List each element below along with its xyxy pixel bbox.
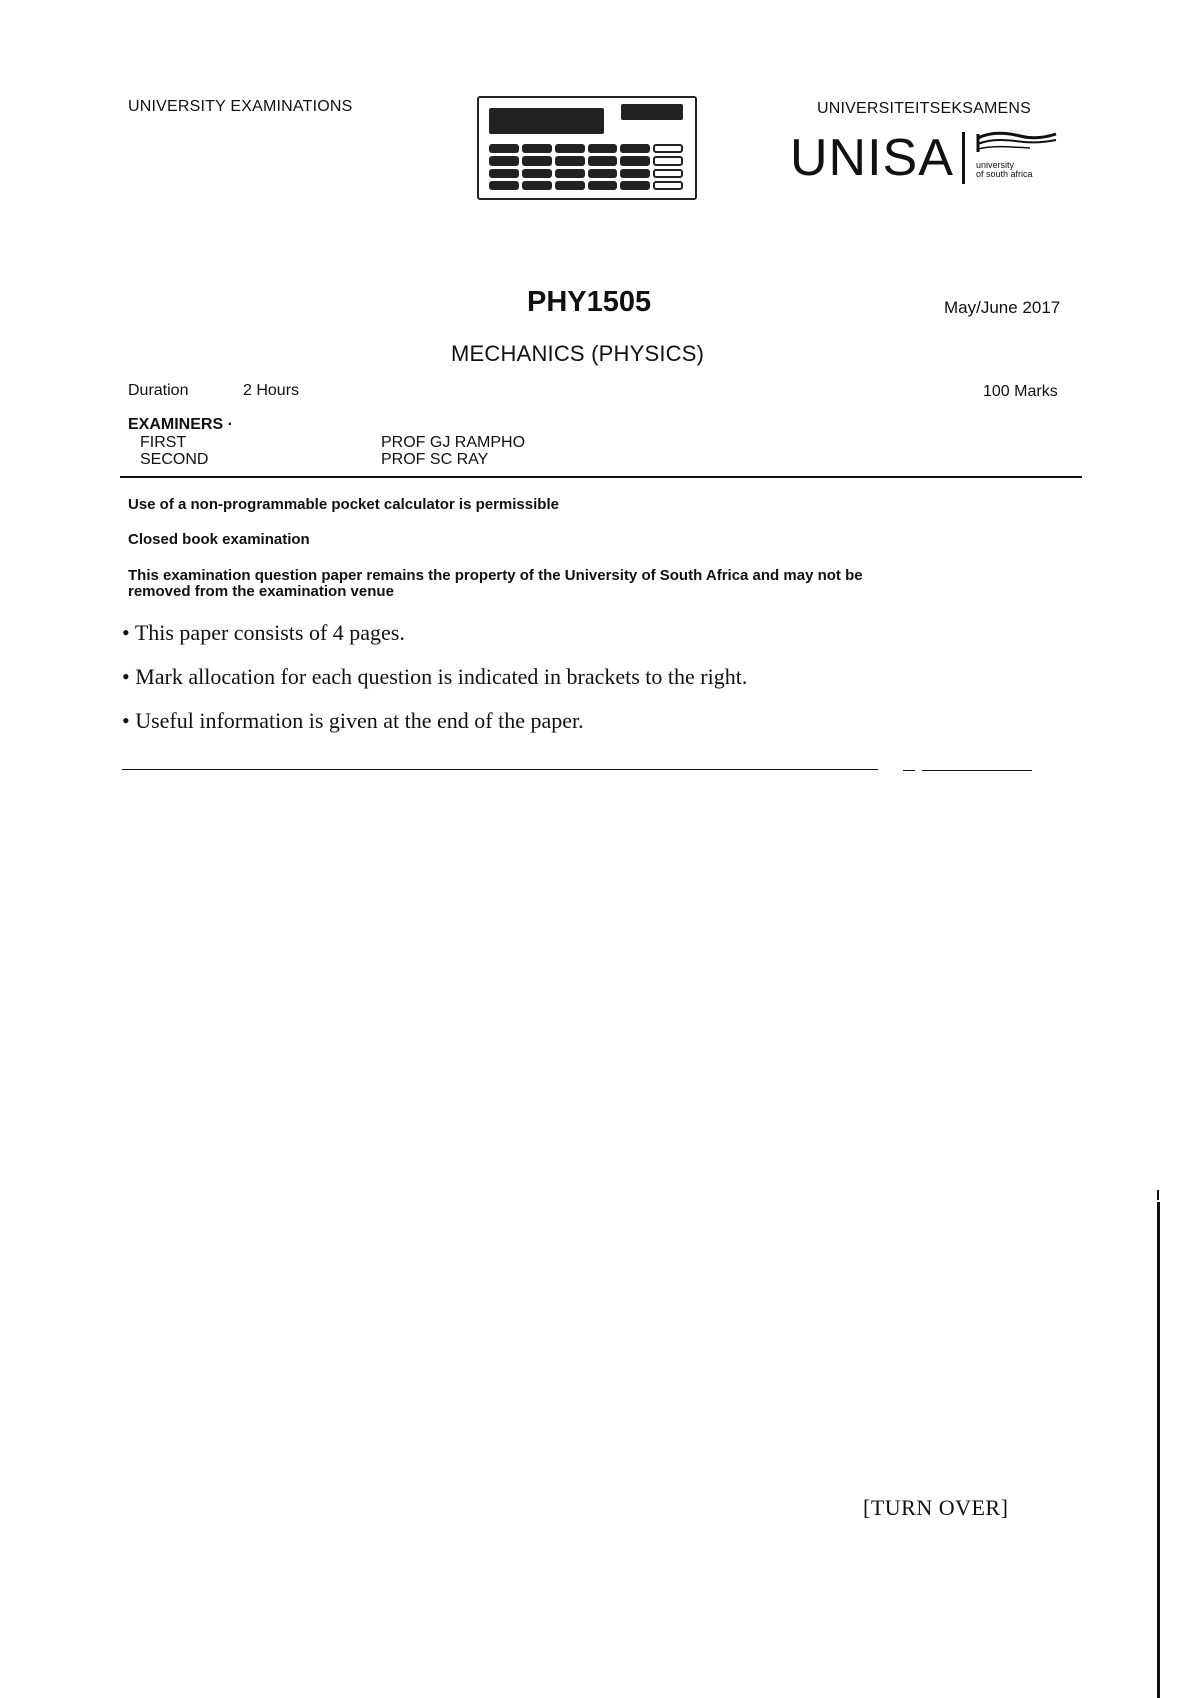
examiner-name-first: PROF GJ RAMPHO — [381, 434, 526, 451]
end-rule-left — [122, 769, 878, 770]
property-instruction-line1: This examination question paper remains the property of the University of South Africa and may not be — [128, 567, 863, 584]
bullet-item — [122, 708, 584, 734]
calculator-icon — [477, 96, 697, 200]
unisa-logo-word: UNISA — [790, 129, 954, 187]
bullet-dot-icon: • — [122, 664, 130, 689]
bullet-item — [122, 664, 747, 690]
exam-session: May/June 2017 — [944, 298, 1061, 317]
unisa-tagline — [976, 161, 1056, 179]
examiner-name-second: PROF SC RAY — [381, 451, 489, 468]
end-rule-dash — [903, 770, 915, 771]
total-marks: 100 Marks — [983, 383, 1058, 400]
bullet-text-info: Useful information is given at the end of the paper. — [135, 708, 584, 733]
header-divider — [120, 476, 1082, 478]
unisa-tagline-line2: of south africa — [976, 169, 1033, 179]
examiner-role-second: SECOND — [140, 451, 209, 468]
scan-edge-tick — [1157, 1190, 1159, 1200]
header-left-text: UNIVERSITY EXAMINATIONS — [128, 98, 353, 115]
bullet-text-pages: This paper consists of 4 pages. — [134, 620, 405, 645]
duration-value: 2 Hours — [243, 382, 300, 399]
bullet-dot-icon: • — [122, 620, 130, 645]
exam-code: PHY1505 — [527, 286, 652, 318]
turn-over-text: [TURN OVER] — [863, 1495, 1009, 1520]
bullet-item — [122, 620, 405, 646]
logo-divider — [962, 132, 965, 184]
duration-label: Duration — [128, 382, 189, 399]
bullet-dot-icon: • — [122, 708, 130, 733]
bullet-text-marks: Mark allocation for each question is indicated in brackets to the right. — [135, 664, 748, 689]
calculator-instruction: Use of a non-programmable pocket calculator is permissible — [128, 496, 559, 513]
exam-subject: MECHANICS (PHYSICS) — [451, 341, 705, 366]
header-right-text: UNIVERSITEITSEKSAMENS — [817, 100, 1032, 117]
closed-book-instruction: Closed book examination — [128, 531, 310, 548]
unisa-tagline-line1: university — [976, 160, 1015, 170]
unisa-emblem-icon — [970, 130, 1060, 160]
end-rule-right — [922, 770, 1032, 771]
scan-edge-line — [1157, 1202, 1160, 1698]
examiners-heading: EXAMINERS · — [128, 416, 233, 433]
examiner-role-first: FIRST — [140, 434, 187, 451]
property-instruction-line2: removed from the examination venue — [128, 583, 394, 600]
